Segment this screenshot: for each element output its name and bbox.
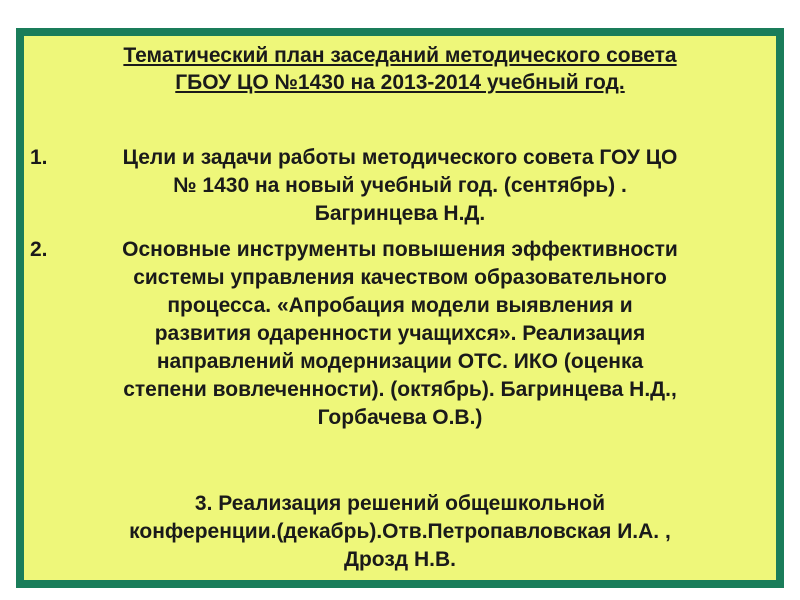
agenda-item-2-number: 2.	[30, 238, 48, 261]
agenda-item-2	[24, 236, 776, 432]
agenda-item-2-line: системы управления качеством образовательного	[133, 266, 667, 289]
agenda-item-3	[24, 490, 776, 574]
agenda-item-3-line: Дрозд Н.В.	[344, 548, 456, 571]
agenda-item-2-line: процесса. «Апробация модели выявления и	[167, 294, 633, 317]
title-line-1: Тематический план заседаний методического совета	[123, 44, 677, 67]
agenda-item-1-number: 1.	[30, 146, 48, 169]
agenda-item-2-line: Горбачева О.В.)	[317, 406, 483, 429]
agenda-item-1	[24, 144, 776, 228]
agenda-item-2-line: направлений модернизации ОТС. ИКО (оценка	[156, 350, 644, 373]
title-line-2: ГБОУ ЦО №1430 на 2013-2014 учебный год.	[175, 71, 625, 94]
agenda-item-3-line: 3. Реализация решений общешкольной	[194, 492, 606, 515]
slide-title	[24, 42, 776, 96]
agenda-item-1-line: Багринцева Н.Д.	[314, 202, 486, 225]
agenda-item-2-line: степени вовлеченности). (октябрь). Багринцева Н.Д.,	[123, 378, 677, 401]
agenda-item-2-line: Основные инструменты повышения эффективности	[122, 238, 678, 261]
slide	[16, 28, 784, 588]
agenda-item-2-line: развития одаренности учащихся». Реализация	[154, 322, 646, 345]
agenda-item-1-line: Цели и задачи работы методического совета ГОУ ЦО	[122, 146, 678, 169]
agenda-item-1-line: № 1430 на новый учебный год. (сентябрь) .	[173, 174, 627, 197]
agenda-item-3-line: конференции.(декабрь).Отв.Петропавловская И.А. ,	[129, 520, 671, 543]
